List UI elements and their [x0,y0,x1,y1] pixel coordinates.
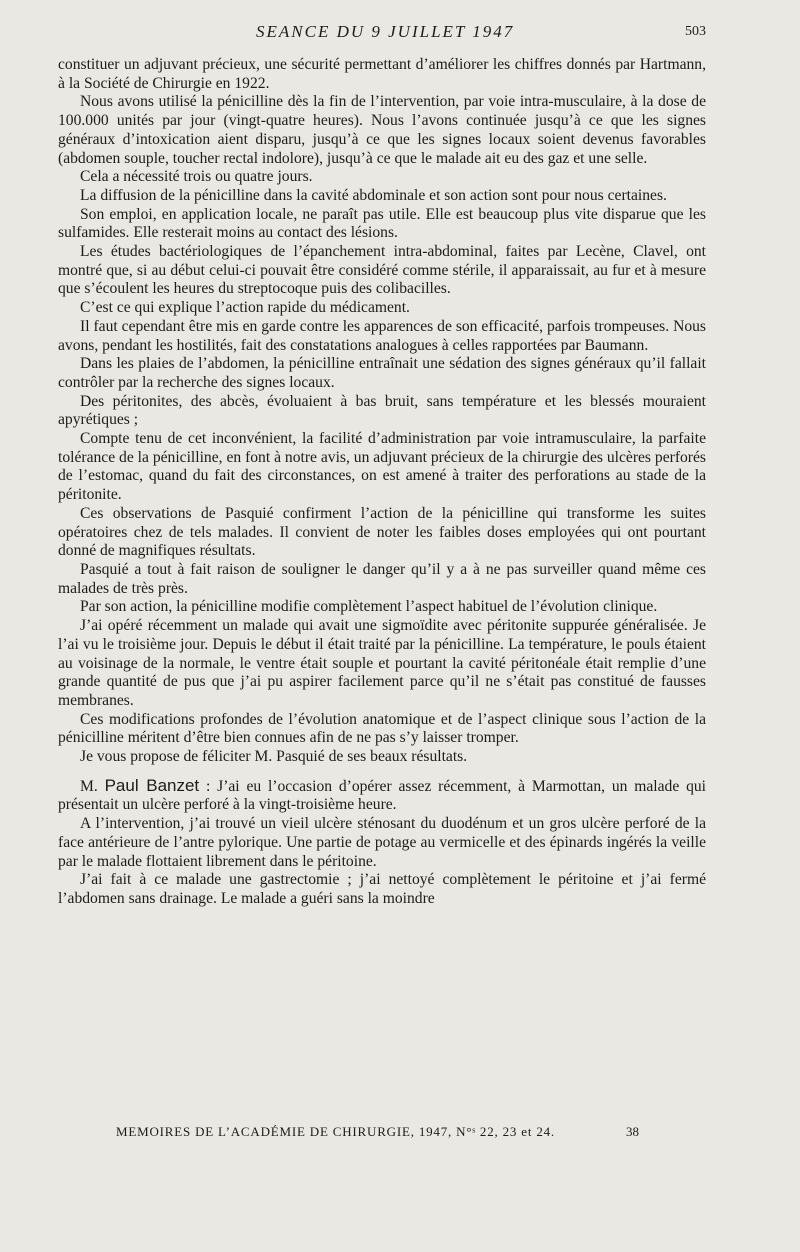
paragraph: Il faut cependant être mis en garde contre les apparences de son efficacité, parfois trompeuses. Nous avons, pendant les hostilités, fait des constatations analogues à celles rapportées par Baumann. [58,317,706,354]
paragraph: Nous avons utilisé la pénicilline dès la fin de l’intervention, par voie intra-musculaire, à la dose de 100.000 unités par jour (vingt-quatre heures). Nous l’avons continuée jusqu’à ce que les signes généraux d’intoxication aient disparu, jusqu’à ce que les signes locaux soient devenus favorables (abdomen souple, toucher rectal indolore), jusqu’à ce que le malade ait eu des gaz et une selle. [58,93,706,167]
paragraph: Des péritonites, des abcès, évoluaient à bas bruit, sans température et les blessés mouraient apyrétiques ; [58,392,706,429]
paragraph: Les études bactériologiques de l’épanchement intra-abdominal, faites par Lecène, Clavel, ont montré que, si au début celui-ci pouvait être considéré comme stérile, il apparaissait, au fur et à mesure que s’écoulent les heures du streptocoque puis des colibacilles. [58,243,706,298]
paragraph: Je vous propose de féliciter M. Pasquié de ses beaux résultats. [80,748,468,766]
running-title: SEANCE DU 9 JUILLET 1947 [256,22,515,41]
paragraph: J’ai opéré récemment un malade qui avait une sigmoïdite avec péritonite suppurée généralisée. Je l’ai vu le troisième jour. Depuis le début il était traité par la pénicilline. La température, le pouls étaient au voisinage de la normale, le ventre était souple et pourtant la cavité péritonéale était remplie d’une grande quantité de pus que j’ai pu aspirer facilement parce qu’il ne s’était pas constitué de fausses membranes. [58,617,706,709]
paragraph: Compte tenu de cet inconvénient, la facilité d’administration par voie intramusculaire, la parfaite tolérance de la pénicilline, en font à notre avis, un adjuvant précieux de la chirurgie des ulcères perforés de l’estomac, quand du fait des circonstances, on est amené à traiter des perforations au stade de la péritonite. [58,430,706,504]
speaker-name: Paul Banzet [104,775,200,795]
paragraph: Cela a nécessité trois ou quatre jours. [80,168,313,186]
paragraph: Ces modifications profondes de l’évolution anatomique et de l’aspect clinique sous l’action de la pénicilline méritent d’être bien connues afin de ne pas s’y laisser tromper. [58,710,706,747]
paragraph: C’est ce qui explique l’action rapide du médicament. [80,299,410,317]
page-footer [116,1124,676,1140]
paragraph: Par son action, la pénicilline modifie complètement l’aspect habituel de l’évolution clinique. [80,598,658,616]
paragraph: Dans les plaies de l’abdomen, la pénicilline entraînait une sédation des signes généraux qu’il fallait contrôler par la recherche des signes locaux. [58,355,706,391]
paragraph: J’ai fait à ce malade une gastrectomie ; j’ai nettoyé complètement le péritoine et j’ai fermé l’abdomen sans drainage. Le malade a guéri sans la moindre [58,871,706,907]
paragraph: Pasquié a tout à fait raison de souligner le danger qu’il y a à ne pas surveiller quand même ces malades de très près. [58,560,706,597]
paragraph: A l’intervention, j’ai trouvé un vieil ulcère sténosant du duodénum et un gros ulcère perforé de la face antérieure de l’antre pylorique. Une partie de potage au vermicelle et des épinards ingérés la veille par le malade flottaient librement dans le péritoine. [58,815,706,870]
speaker-prefix: M. [80,777,105,795]
footer-citation: MEMOIRES DE L’ACADÉMIE DE CHIRURGIE, 1947, N°ˢ 22, 23 et 24. [116,1124,555,1139]
page-header [58,22,706,46]
body-text [58,56,706,909]
paragraph: Son emploi, en application locale, ne paraît pas utile. Elle est beaucoup plus vite disparue que les sulfamides. Elle resterait moins au contact des lésions. [58,205,706,242]
paragraph: La diffusion de la pénicilline dans la cavité abdominale et son action sont pour nous certaines. [80,186,667,204]
page-number: 503 [685,24,706,39]
speaker-text: J’ai eu l’occasion d’opérer assez récemment, à Marmottan, un malade qui présentait un ulcère perforé à la vingt-troisième heure. [58,777,707,814]
paragraph: constituer un adjuvant précieux, une sécurité permettant d’améliorer les chiffres donnés par Hartmann, à la Société de Chirurgie en 1922. [58,56,706,92]
speaker-paragraph [58,777,706,815]
speaker-separator: : [199,777,218,795]
signature-number: 38 [626,1124,639,1139]
paragraph: Ces observations de Pasquié confirment l’action de la pénicilline qui transforme les suites opératoires chez de tels malades. Il convient de noter les faibles doses employées qui ont pourtant donné de magnifiques résultats. [58,504,706,560]
